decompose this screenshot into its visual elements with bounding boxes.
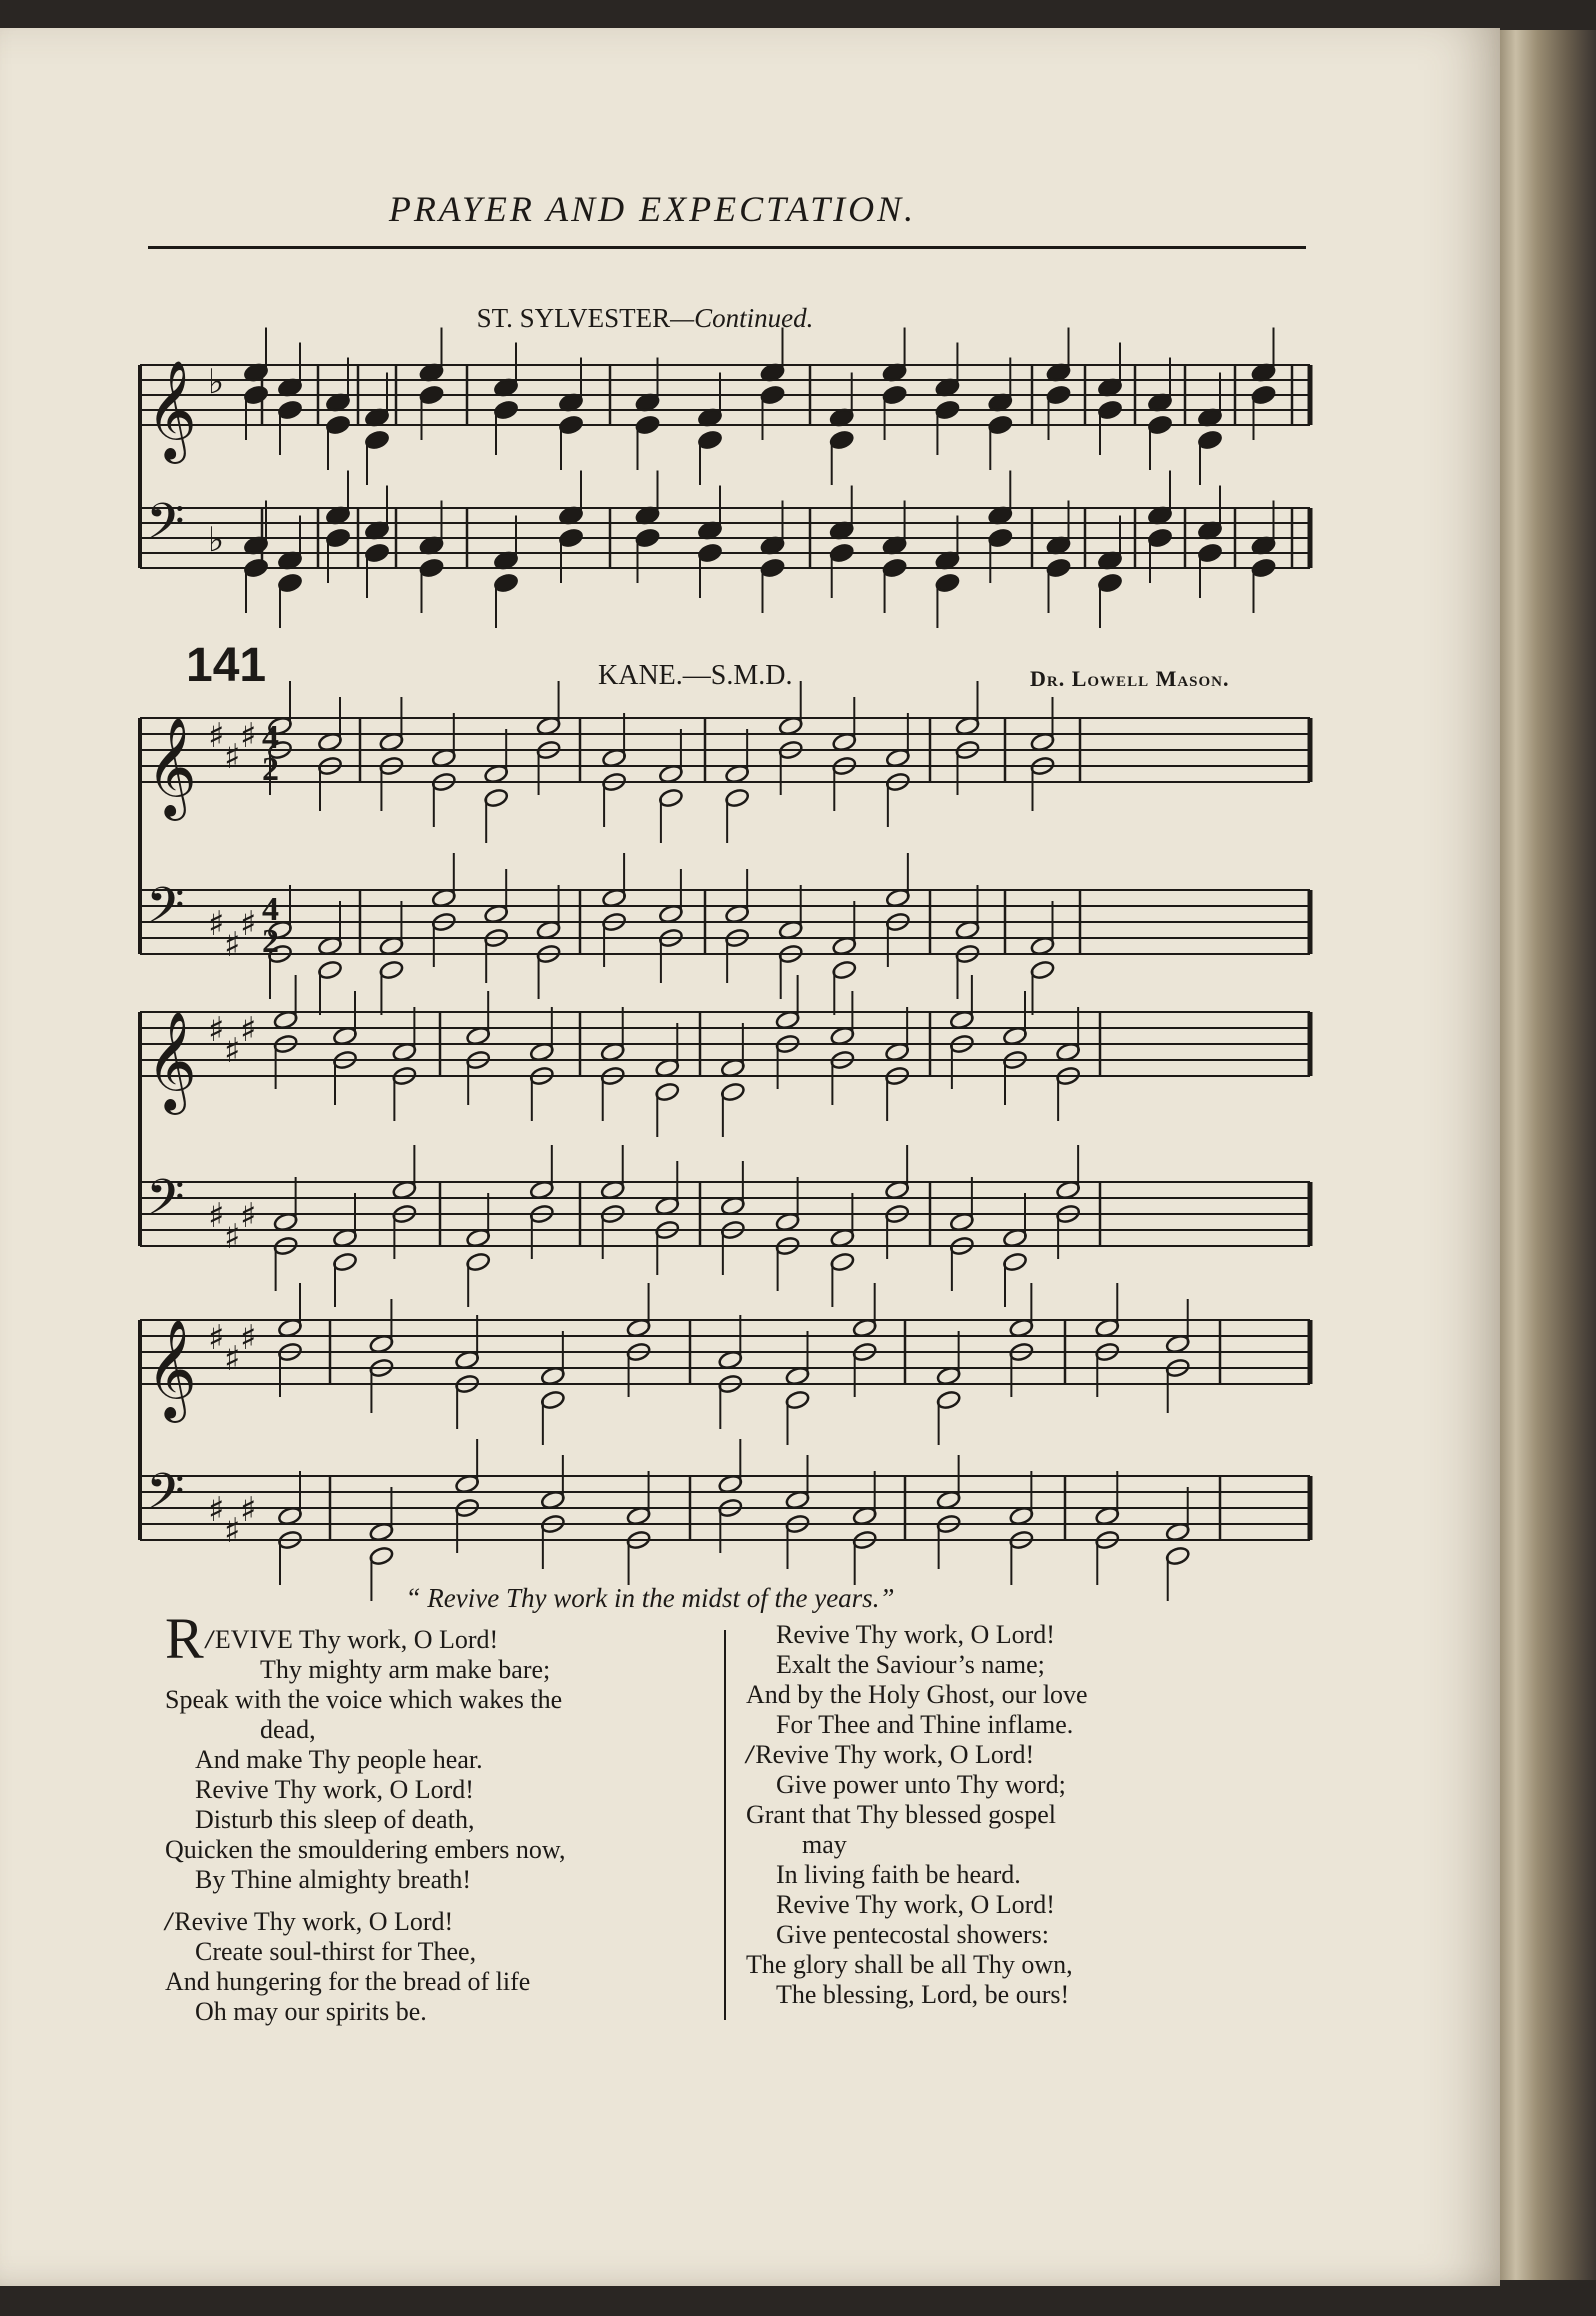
verse-line xyxy=(165,1805,717,1835)
verse-line xyxy=(746,1740,1266,1770)
treble-note xyxy=(697,430,722,451)
key-signature-sharp: ♯ xyxy=(240,716,257,757)
treble-note xyxy=(724,788,749,809)
bass-note xyxy=(829,543,854,564)
verse-line xyxy=(165,1835,717,1865)
treble-clef: 𝄞 xyxy=(146,1011,197,1111)
treble-clef: 𝄞 xyxy=(146,360,197,460)
column-divider xyxy=(724,1630,726,2020)
bass-note xyxy=(1251,558,1276,579)
bass-note xyxy=(465,1252,490,1273)
bass-note xyxy=(635,528,660,549)
treble-note xyxy=(882,385,907,406)
verse-text: And hungering for the bread of life xyxy=(165,1967,531,1996)
bass-note xyxy=(760,558,785,579)
verse-text: The glory shall be all Thy own, xyxy=(746,1950,1073,1979)
dynamic-forte-mark: / xyxy=(746,1740,754,1769)
bass-time-signature-bottom: 2 xyxy=(262,923,279,960)
verse-text: Revive Thy work, O Lord! xyxy=(174,1907,454,1936)
bass-time-signature-top: 4 xyxy=(262,891,279,928)
bass-note xyxy=(1030,960,1055,981)
verse-text: EVIVE Thy work, O Lord! xyxy=(214,1625,499,1654)
treble-note xyxy=(277,400,302,421)
verse-text: Create soul-thirst for Thee, xyxy=(195,1937,477,1966)
bass-note xyxy=(379,960,404,981)
key-signature-sharp: ♯ xyxy=(224,1031,241,1071)
verse-text: may xyxy=(802,1830,847,1859)
key-signature-sharp: ♯ xyxy=(240,1196,257,1237)
bass-note xyxy=(325,528,350,549)
key-signature-sharp: ♯ xyxy=(240,904,257,945)
treble-note xyxy=(493,400,518,421)
verse-text: Thy mighty arm make bare; xyxy=(260,1655,551,1684)
dynamic-forte-mark: / xyxy=(205,1625,213,1654)
bass-note xyxy=(832,960,857,981)
verse-line xyxy=(165,1745,717,1775)
treble-note xyxy=(558,415,583,436)
verse-line xyxy=(165,1997,717,2027)
treble-note xyxy=(935,400,960,421)
verse-text: By Thine almighty breath! xyxy=(195,1865,472,1894)
verse-line xyxy=(165,1715,717,1745)
treble-clef: 𝄞 xyxy=(146,717,197,817)
verse-line xyxy=(746,1800,1266,1830)
verse-text: Oh may our spirits be. xyxy=(195,1997,427,2026)
treble-note xyxy=(655,1082,680,1103)
bass-clef: 𝄢 xyxy=(146,877,185,947)
key-signature-sharp: ♯ xyxy=(224,1339,241,1379)
verse-column-left xyxy=(165,1606,717,2027)
verse-line xyxy=(165,1907,717,1937)
verse-text: Give power unto Thy word; xyxy=(776,1770,1066,1799)
treble-note xyxy=(1251,385,1276,406)
bass-note xyxy=(1197,543,1222,564)
bass-note xyxy=(493,573,518,594)
bass-note xyxy=(243,558,268,579)
key-signature-flat: ♭ xyxy=(208,520,225,560)
key-signature-sharp: ♯ xyxy=(208,1010,225,1051)
verse-text: Revive Thy work, O Lord! xyxy=(195,1775,474,1804)
bass-note xyxy=(1002,1252,1027,1273)
verse-text: And make Thy people hear. xyxy=(195,1745,483,1774)
bass-note xyxy=(364,543,389,564)
bass-note xyxy=(1046,558,1071,579)
bass-note xyxy=(419,558,444,579)
verse-line xyxy=(746,1890,1266,1920)
treble-note xyxy=(1046,385,1071,406)
verse-text: Give pentecostal showers: xyxy=(776,1920,1049,1949)
treble-time-signature-bottom: 2 xyxy=(262,751,279,788)
treble-note xyxy=(635,415,660,436)
composer: Dr. Lowell Mason. xyxy=(1030,666,1230,691)
bass-note xyxy=(277,573,302,594)
treble-note xyxy=(483,788,508,809)
verse-line xyxy=(746,1860,1266,1890)
bass-note xyxy=(558,528,583,549)
verse-line xyxy=(746,1680,1266,1710)
bass-note xyxy=(882,558,907,579)
bass-note xyxy=(1097,573,1122,594)
verse-line xyxy=(746,1770,1266,1800)
verse-text: And by the Holy Ghost, our love xyxy=(746,1680,1088,1709)
key-signature-sharp: ♯ xyxy=(224,1217,241,1257)
verse-line xyxy=(165,1967,717,1997)
tune-name: ST. SYLVESTER xyxy=(476,303,671,333)
verse-line xyxy=(746,1920,1266,1950)
bass-note xyxy=(697,543,722,564)
drop-cap: R xyxy=(165,1606,204,1671)
key-signature-sharp: ♯ xyxy=(224,925,241,965)
treble-note xyxy=(829,430,854,451)
treble-time-signature-top: 4 xyxy=(262,719,279,756)
verse-line xyxy=(165,1937,717,1967)
verse-line xyxy=(746,1830,1266,1860)
bass-note xyxy=(332,1252,357,1273)
key-signature-sharp: ♯ xyxy=(208,1196,225,1237)
tune-continued-suffix: —Continued. xyxy=(670,303,814,333)
bass-note xyxy=(1165,1546,1190,1567)
verse-text: In living faith be heard. xyxy=(776,1860,1021,1889)
verse-line xyxy=(746,1620,1266,1650)
verse-text: Grant that Thy blessed gospel xyxy=(746,1800,1057,1829)
verse-text: Revive Thy work, O Lord! xyxy=(776,1620,1055,1649)
key-signature-sharp: ♯ xyxy=(240,1010,257,1051)
stanza-gap xyxy=(165,1895,717,1907)
bass-clef: 𝄢 xyxy=(146,1169,185,1239)
key-signature-sharp: ♯ xyxy=(208,716,225,757)
verse-line xyxy=(165,1865,717,1895)
treble-note xyxy=(785,1390,810,1411)
key-signature-sharp: ♯ xyxy=(224,737,241,777)
verse-line xyxy=(746,1980,1266,2010)
verse-line xyxy=(746,1710,1266,1740)
treble-note xyxy=(720,1082,745,1103)
bass-note xyxy=(988,528,1013,549)
verse-text: Exalt the Saviour’s name; xyxy=(776,1650,1045,1679)
treble-note xyxy=(364,430,389,451)
treble-note xyxy=(419,385,444,406)
treble-note xyxy=(325,415,350,436)
bass-note xyxy=(369,1546,394,1567)
bass-clef: 𝄢 xyxy=(146,493,185,563)
bass-note xyxy=(1147,528,1172,549)
verse-text: Speak with the voice which wakes the xyxy=(165,1685,563,1714)
verse-text: The blessing, Lord, be ours! xyxy=(776,1980,1070,2009)
verse-text: For Thee and Thine inflame. xyxy=(776,1710,1074,1739)
verse-text: Revive Thy work, O Lord! xyxy=(776,1890,1055,1919)
treble-note xyxy=(936,1390,961,1411)
verse-column-right xyxy=(746,1620,1266,2010)
bass-note xyxy=(935,573,960,594)
treble-clef: 𝄞 xyxy=(146,1319,197,1419)
verse-text: dead, xyxy=(260,1715,316,1744)
verse-line xyxy=(746,1650,1266,1680)
treble-note xyxy=(1097,400,1122,421)
key-signature-sharp: ♯ xyxy=(208,904,225,945)
treble-note xyxy=(243,385,268,406)
bass-clef: 𝄢 xyxy=(146,1463,185,1533)
treble-note xyxy=(540,1390,565,1411)
verse-text: Disturb this sleep of death, xyxy=(195,1805,475,1834)
hymn-number: 141 xyxy=(186,639,267,692)
running-head: PRAYER AND EXPECTATION. xyxy=(388,189,917,229)
dynamic-forte-mark: / xyxy=(165,1907,173,1936)
key-signature-sharp: ♯ xyxy=(208,1490,225,1531)
verse-line xyxy=(746,1950,1266,1980)
treble-note xyxy=(658,788,683,809)
treble-note xyxy=(1197,430,1222,451)
hymn-caption: “ Revive Thy work in the midst of the years.” xyxy=(405,1583,895,1613)
verse-line xyxy=(165,1655,717,1685)
treble-note xyxy=(1147,415,1172,436)
treble-note xyxy=(760,385,785,406)
bass-note xyxy=(830,1252,855,1273)
key-signature-sharp: ♯ xyxy=(240,1490,257,1531)
key-signature-flat: ♭ xyxy=(208,362,225,402)
verse-line xyxy=(165,1685,717,1715)
key-signature-sharp: ♯ xyxy=(224,1511,241,1551)
verse-text: Quicken the smouldering embers now, xyxy=(165,1835,566,1864)
verse-line xyxy=(165,1775,717,1805)
key-signature-sharp: ♯ xyxy=(208,1318,225,1359)
verse-text: Revive Thy work, O Lord! xyxy=(755,1740,1035,1769)
bass-note xyxy=(317,960,342,981)
treble-note xyxy=(988,415,1013,436)
tune-title: KANE.—S.M.D. xyxy=(598,660,793,691)
key-signature-sharp: ♯ xyxy=(240,1318,257,1359)
